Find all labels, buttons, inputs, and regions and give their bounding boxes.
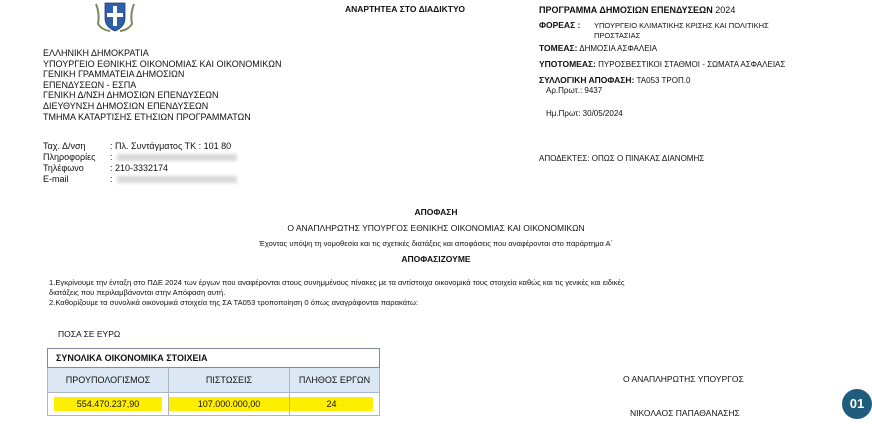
decide-heading: ΑΠΟΦΑΣΙΖΟΥΜΕ xyxy=(401,254,471,264)
signature-name: ΝΙΚΟΛΑΟΣ ΠΑΠΑΘΑΝΑΣΗΣ xyxy=(630,408,740,418)
item-2: 2.Καθορίζουμε τα συνολικά οικονομικά στοιχεία της ΣΑ ΤΑ053 τροποποίηση 0 όπως αναγράφονται παρακάτω: xyxy=(49,298,419,307)
tomeas: ΤΟΜΕΑΣ: ΔΗΜΟΣΙΑ ΑΣΦΑΛΕΙΑ xyxy=(539,43,658,53)
program-title: ΠΡΟΓΡΑΜΜΑ ΔΗΜΟΣΙΩΝ ΕΠΕΝΔΥΣΕΩΝ 2024 xyxy=(539,5,736,15)
value-credits-cell xyxy=(169,393,290,416)
gov-line: ΓΕΝΙΚΗ ΓΡΑΜΜΑΤΕΙΑ ΔΗΜΟΣΙΩΝ xyxy=(43,69,185,80)
value-budget-cell xyxy=(48,393,169,416)
redacted-email xyxy=(117,176,237,183)
contact-address-label: Ταχ. Δ/νση xyxy=(43,141,86,151)
contact-phone-label: Τηλέφωνο xyxy=(43,163,84,173)
government-header xyxy=(43,48,282,122)
redacted-info xyxy=(117,154,237,161)
foreas-label: ΦΟΡΕΑΣ : xyxy=(539,20,581,30)
recipients: ΑΠΟΔΕΚΤΕΣ: ΟΠΩΣ Ο ΠΙΝΑΚΑΣ ΔΙΑΝΟΜΗΣ xyxy=(539,154,705,163)
contact-email-label: E-mail xyxy=(43,174,69,184)
protocol-date: Ημ.Πρωτ: 30/05/2024 xyxy=(546,109,623,118)
gov-line: ΥΠΟΥΡΓΕΙΟ ΕΘΝΙΚΗΣ ΟΙΚΟΝΟΜΙΑΣ ΚΑΙ ΟΙΚΟΝΟΜΙΚΩΝ xyxy=(43,58,282,69)
protocol-number: Αρ.Πρωτ.: 9437 xyxy=(546,86,603,95)
gov-line: ΤΜΗΜΑ ΚΑΤΑΡΤΙΣΗΣ ΕΤΗΣΙΩΝ ΠΡΟΓΡΑΜΜΑΤΩΝ xyxy=(43,111,251,122)
gov-line: ΓΕΝΙΚΗ Δ/ΝΣΗ ΔΗΜΟΣΙΩΝ ΕΠΕΝΔΥΣΕΩΝ xyxy=(43,90,219,101)
contact-phone-value: : 210-3332174 xyxy=(110,163,169,173)
gov-line: ΕΠΕΝΔΥΣΕΩΝ - ΕΣΠΑ xyxy=(43,79,137,90)
signature-role: Ο ΑΝΑΠΛΗΡΩΤΗΣ ΥΠΟΥΡΓΟΣ xyxy=(623,374,744,384)
header-budget: ΠΡΟΥΠΟΛΟΓΙΣΜΟΣ xyxy=(48,368,169,393)
value-project-count-cell xyxy=(290,393,380,416)
gov-line: ΔΙΕΥΘΥΝΣΗ ΔΗΜΟΣΙΩΝ ΕΠΕΝΔΥΣΕΩΝ xyxy=(43,100,209,111)
amounts-note: ΠΟΣΑ ΣΕ ΕΥΡΩ xyxy=(58,329,121,339)
contact-address-value: : Πλ. Συντάγματος ΤΚ : 101 80 xyxy=(110,141,232,151)
contact-info-value: : xyxy=(110,152,237,162)
financial-table xyxy=(47,348,380,416)
greek-emblem-logo xyxy=(92,0,138,34)
value-budget: 554.470.237,90 xyxy=(54,397,162,411)
table-title: ΣΥΝΟΛΙΚΑ ΟΙΚΟΝΟΜΙΚΑ ΣΤΟΙΧΕΙΑ xyxy=(48,349,380,368)
ypotomeas: ΥΠΟΤΟΜΕΑΣ: ΠΥΡΟΣΒΕΣΤΙΚΟΙ ΣΤΑΘΜΟΙ - ΣΩΜΑΤΑ ΑΣΦΑΛΕΙΑΣ xyxy=(539,59,786,69)
authority-line: Ο ΑΝΑΠΛΗΡΩΤΗΣ ΥΠΟΥΡΓΟΣ ΕΘΝΙΚΗΣ ΟΙΚΟΝΟΜΙΑΣ ΚΑΙ ΟΙΚΟΝΟΜΙΚΩΝ xyxy=(287,223,585,233)
contact-info-label: Πληροφορίες xyxy=(43,152,96,162)
item-1: 1.Εγκρίνουμε την ένταξη στο ΠΔΕ 2024 των έργων που αναφέρονται στους συνημμένους πίνακες με τα αντίστοιχα οικονομικά τους στοιχεία καθώς και τις γενικές και ειδικές διατάξεις που περιλαμβάνονται στην Απόφαση αυτή. xyxy=(49,278,625,297)
header-credits: ΠΙΣΤΩΣΕΙΣ xyxy=(169,368,290,393)
header-project-count: ΠΛΗΘΟΣ ΕΡΓΩΝ xyxy=(290,368,380,393)
gov-line: ΕΛΛΗΝΙΚΗ ΔΗΜΟΚΡΑΤΙΑ xyxy=(43,48,149,58)
foreas-value: ΥΠΟΥΡΓΕΙΟ ΚΛΙΜΑΤΙΚΗΣ ΚΡΙΣΗΣ ΚΑΙ ΠΟΛΙΤΙΚΗΣ ΠΡΟΣΤΑΣΙΑΣ xyxy=(594,21,769,40)
posting-note: ΑΝΑΡΤΗΤΕΑ ΣΤΟ ΔΙΑΔΙΚΤΥΟ xyxy=(345,4,465,14)
decision-heading: ΑΠΟΦΑΣΗ xyxy=(414,207,458,217)
page-badge: 01 xyxy=(842,389,872,419)
contact-email-value: : xyxy=(110,174,237,184)
considering-line: Έχοντας υπόψη τη νομοθεσία και τις σχετικές διατάξεις και αποφάσεις που αναφέρονται στο παράρτημα Α΄ xyxy=(258,239,614,248)
value-project-count: 24 xyxy=(290,397,373,411)
value-credits: 107.000.000,00 xyxy=(169,397,289,411)
decision: ΣΥΛΛΟΓΙΚΗ ΑΠΟΦΑΣΗ: ΤΑ053 ΤΡΟΠ.0 xyxy=(539,75,691,85)
